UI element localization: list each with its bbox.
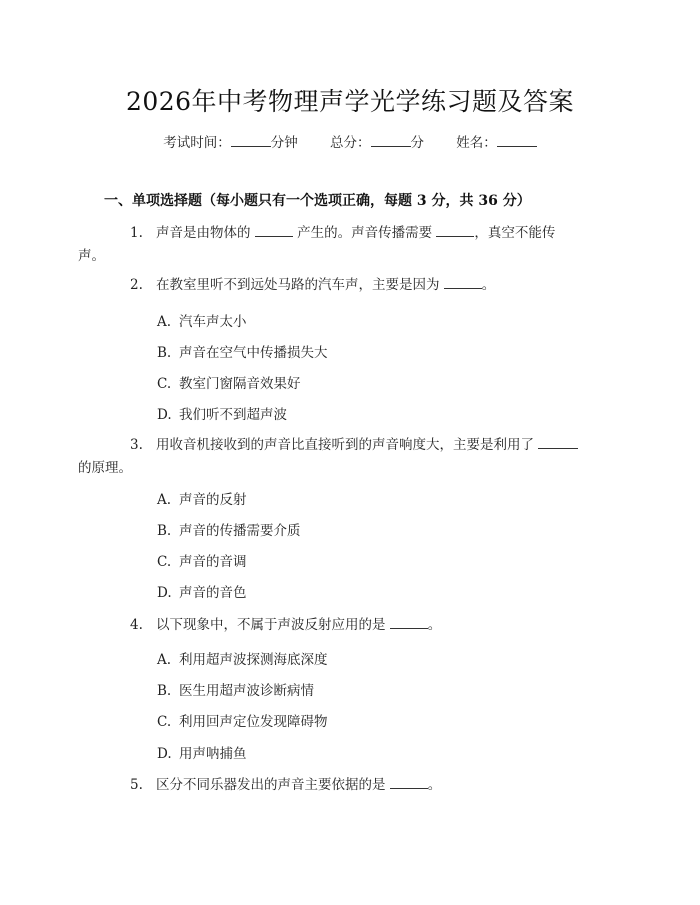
option-4b: B. 医生用超声波诊断病情: [157, 683, 314, 699]
option-3c: C. 声音的音调: [157, 554, 247, 570]
student-name: 姓名：: [456, 135, 537, 151]
option-4d: D. 用声呐捕鱼: [157, 746, 247, 762]
question-1: 1. 声音是由物体的 产生的。声音传播需要 ，真空不能传 声。: [104, 222, 594, 268]
answer-blank: [390, 614, 428, 629]
question-4: 4. 以下现象中，不属于声波反射应用的是 。: [104, 614, 594, 637]
option-2c: C. 教室门窗隔音效果好: [157, 376, 301, 392]
question-5: 5. 区分不同乐器发出的声音主要依据的是 。: [104, 774, 594, 797]
answer-blank: [436, 222, 474, 237]
option-2d: D. 我们听不到超声波: [157, 407, 287, 423]
question-3: 3. 用收音机接收到的声音比直接听到的声音响度大，主要是利用了 的原理。: [104, 434, 594, 480]
option-2b: B. 声音在空气中传播损失大: [157, 345, 328, 361]
answer-blank: [444, 274, 482, 289]
exam-time: 考试时间： 分钟: [163, 135, 298, 151]
question-2: 2. 在教室里听不到远处马路的汽车声，主要是因为 。: [104, 274, 594, 297]
answer-blank: [538, 434, 578, 449]
option-2a: A. 汽车声太小: [157, 314, 247, 330]
option-3a: A. 声音的反射: [157, 492, 247, 508]
total-score: 总分： 分: [330, 135, 424, 151]
name-blank: [497, 132, 537, 147]
option-3d: D. 声音的音色: [157, 585, 247, 601]
score-blank: [371, 132, 411, 147]
option-4a: A. 利用超声波探测海底深度: [157, 652, 328, 668]
option-3b: B. 声音的传播需要介质: [157, 523, 301, 539]
exam-meta: [0, 131, 700, 151]
answer-blank: [255, 222, 293, 237]
section-heading: 一、单项选择题（每小题只有一个选项正确，每题 3 分，共 36 分）: [104, 193, 531, 209]
time-blank: [231, 132, 271, 147]
option-4c: C. 利用回声定位发现障碍物: [157, 714, 328, 730]
document-title: 2026年中考物理声学光学练习题及答案: [125, 87, 575, 116]
answer-blank: [390, 774, 428, 789]
